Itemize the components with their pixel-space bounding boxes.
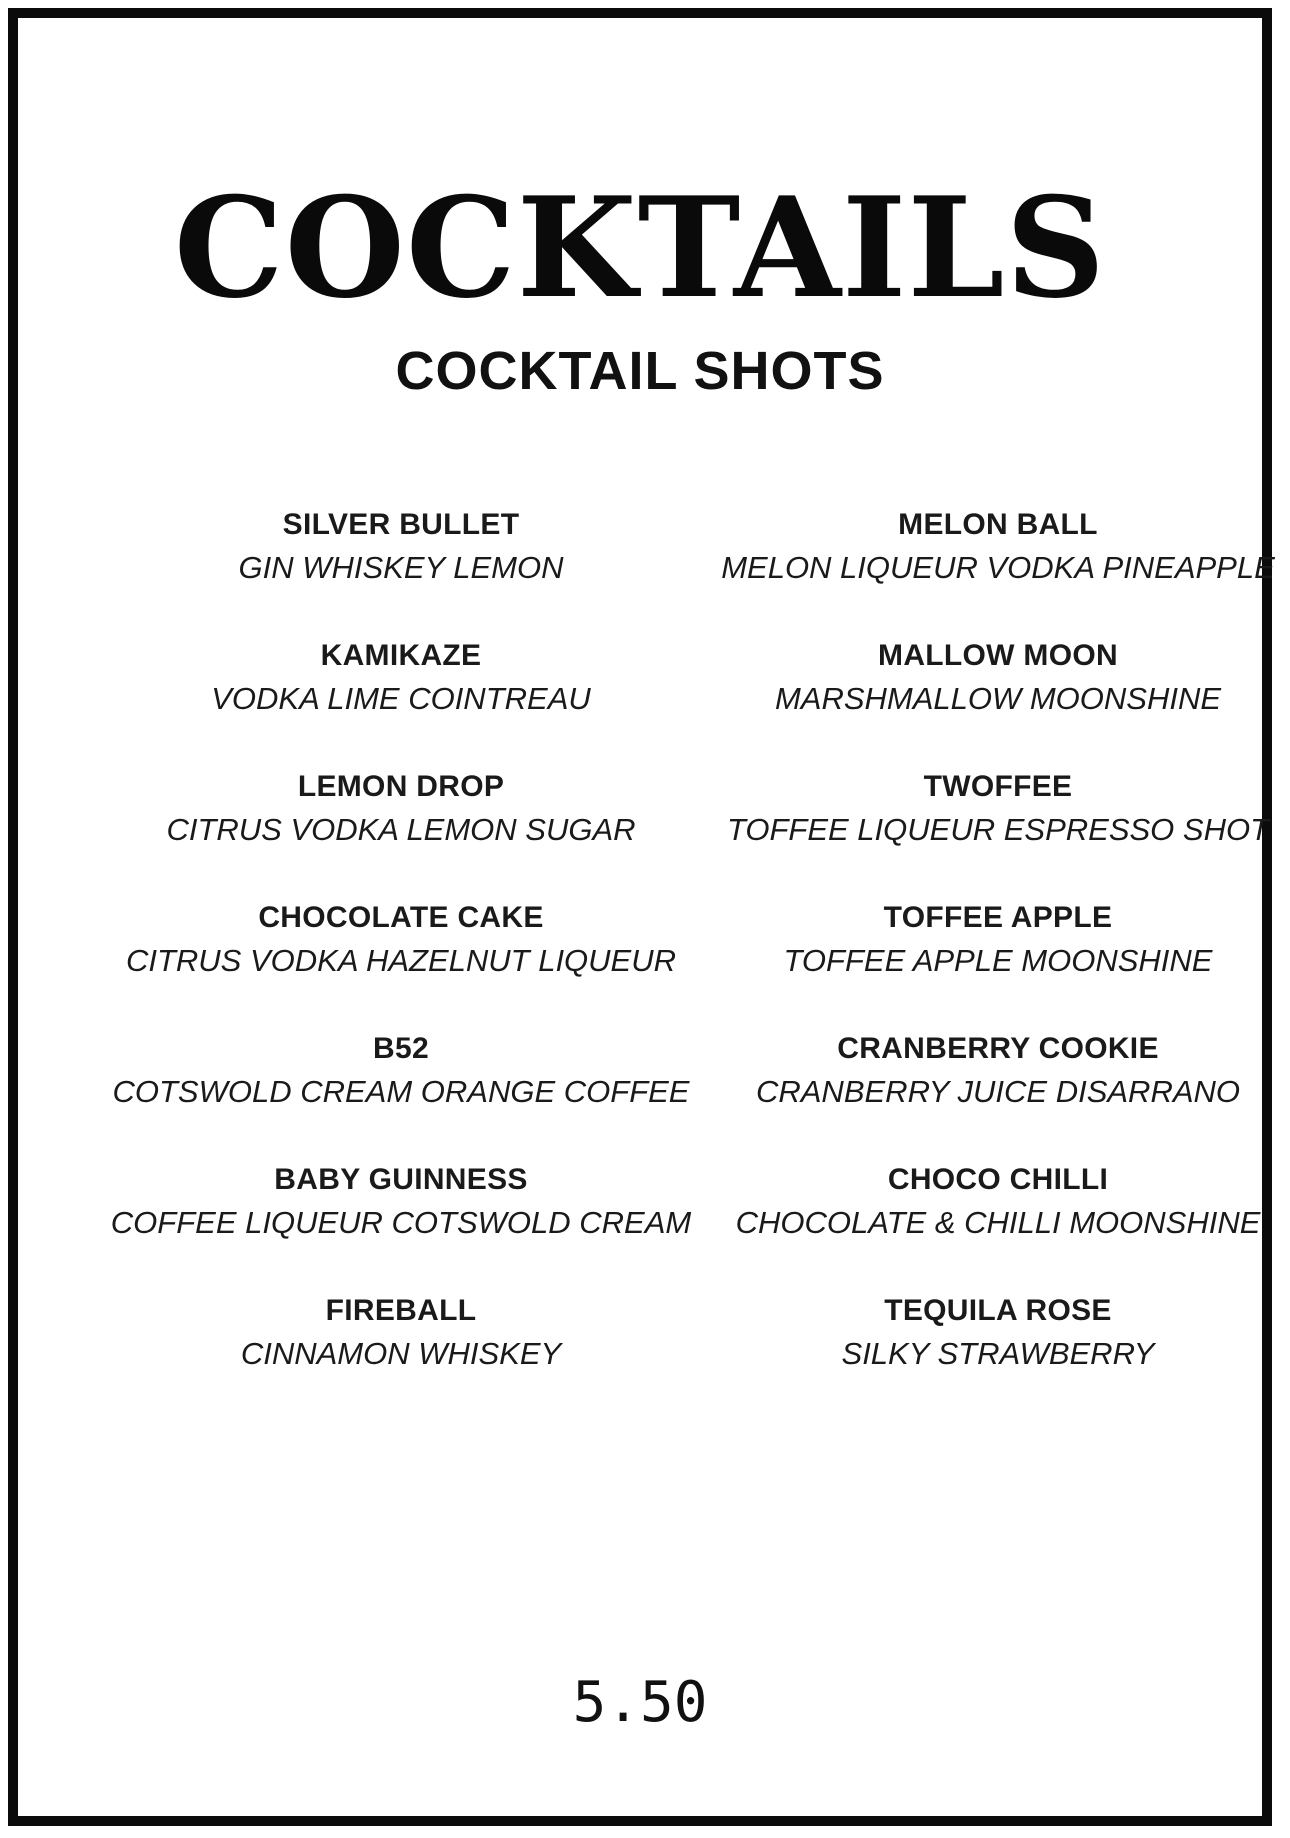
item-description: SILKY STRAWBERRY (841, 1336, 1155, 1371)
menu-price: 5.50 (572, 1670, 708, 1735)
item-name: BABY GUINNESS (274, 1163, 528, 1196)
menu-item (88, 504, 714, 635)
menu-title: COCKTAILS (173, 166, 1107, 329)
item-name: CHOCO CHILLI (887, 1163, 1109, 1196)
item-description: CHOCOLATE & CHILLI MOONSHINE (735, 1205, 1261, 1240)
menu-column-left (88, 504, 714, 1421)
item-name: TOFFEE APPLE (883, 901, 1113, 934)
item-description: MARSHMALLOW MOONSHINE (774, 681, 1222, 716)
menu-item (88, 635, 714, 766)
item-description: CRANBERRY JUICE DISARRANO (755, 1074, 1241, 1109)
item-description: COTSWOLD CREAM ORANGE COFFEE (112, 1074, 690, 1109)
item-name: MALLOW MOON (878, 639, 1118, 672)
item-description: CITRUS VODKA HAZELNUT LIQUEUR (125, 943, 677, 978)
item-name: B52 (373, 1032, 429, 1065)
item-description: CINNAMON WHISKEY (240, 1336, 562, 1371)
item-name: MELON BALL (898, 508, 1098, 541)
item-description: GIN WHISKEY LEMON (238, 550, 564, 585)
item-name: SILVER BULLET (282, 508, 520, 541)
item-description: VODKA LIME COINTREAU (211, 681, 591, 716)
menu-item (698, 1028, 1290, 1159)
item-description: TOFFEE LIQUEUR ESPRESSO SHOT (726, 812, 1270, 847)
menu-item (698, 504, 1290, 635)
menu-item (698, 1290, 1290, 1421)
menu-item (88, 1028, 714, 1159)
item-description: MELON LIQUEUR VODKA PINEAPPLE (721, 550, 1275, 585)
menu-subtitle: COCKTAIL SHOTS (395, 341, 885, 401)
menu-item (88, 897, 714, 1028)
item-name: KAMIKAZE (320, 639, 482, 672)
item-name: LEMON DROP (297, 770, 505, 803)
menu-column-right (698, 504, 1290, 1421)
item-name: TWOFFEE (923, 770, 1073, 803)
menu-item (698, 766, 1290, 897)
item-name: TEQUILA ROSE (884, 1294, 1112, 1327)
menu-item (698, 1159, 1290, 1290)
menu-item (88, 1290, 714, 1421)
item-name: CRANBERRY COOKIE (837, 1032, 1159, 1065)
menu-frame (8, 8, 1275, 1826)
item-description: COFFEE LIQUEUR COTSWOLD CREAM (110, 1205, 692, 1240)
item-description: TOFFEE APPLE MOONSHINE (783, 943, 1213, 978)
item-name: CHOCOLATE CAKE (258, 901, 544, 934)
item-description: CITRUS VODKA LEMON SUGAR (166, 812, 636, 847)
item-name: FIREBALL (325, 1294, 477, 1327)
menu-item (88, 1159, 714, 1290)
menu-item (698, 635, 1290, 766)
menu-item (88, 766, 714, 897)
menu-item (698, 897, 1290, 1028)
